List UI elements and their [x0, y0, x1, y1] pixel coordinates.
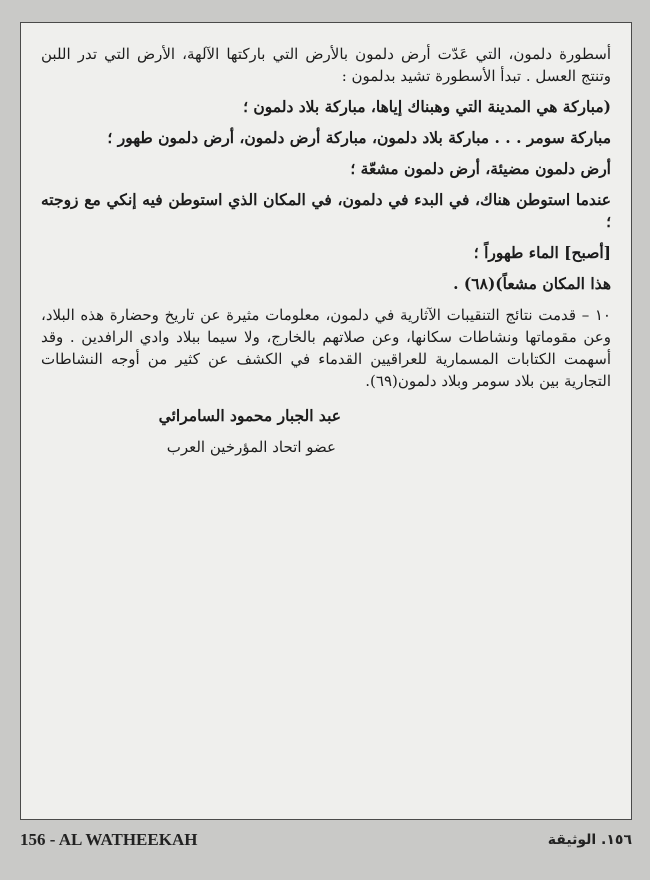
paragraph-section-10: ١٠ – قدمت نتائج التنقيبات الآثارية في دلمون، معلومات مثيرة عن تاريخ وحضارة هذه البلاد، وعن مقوماتها ونشاطات سكانها، وعن صلاتهم بالخارج، ولا سيما ببلاد وادي الرافدين . وقد أسهمت الكتابات المسمارية للعراقيين القدماء في الكشف عن كثير من أوجه النشاطات التجارية بين بلاد سومر وبلاد دلمون(٦٩).: [41, 306, 611, 390]
quote-line-2: مباركة سومر . . . مباركة بلاد دلمون، مباركة أرض دلمون، أرض دلمون طهور ؛: [107, 128, 611, 147]
quote-line-6: هذا المكان مشعاً)(٦٨) .: [453, 274, 611, 293]
quote-line-4: عندما استوطن هناك، في البدء في دلمون، في المكان الذي استوطن فيه إنكي مع زوجته ؛: [41, 190, 611, 231]
quote-line-1: (مباركة هي المدينة التي وهبناك إياها، مباركة بلاد دلمون ؛: [243, 97, 611, 116]
quote-line-5: [أصبح] الماء طهوراً ؛: [473, 243, 611, 262]
quote-line-3: أرض دلمون مضيئة، أرض دلمون مشعّة ؛: [350, 159, 611, 178]
page-footer: [20, 826, 632, 854]
article-body: [41, 43, 611, 458]
footer-page-arabic: ١٥٦. الوثيقة: [547, 832, 632, 848]
author-affiliation: عضو اتحاد المؤرخين العرب: [166, 438, 336, 456]
page-frame: [20, 22, 632, 820]
footer-page-english: 156 - AL WATHEEKAH: [20, 830, 198, 849]
paragraph-intro: أسطورة دلمون، التي عَدّت أرض دلمون بالأرض التي باركتها الآلهة، الأرض التي تدر اللبن وتنتج العسل . تبدأ الأسطورة تشيد بدلمون :: [41, 45, 611, 85]
author-name: عبد الجبار محمود السامرائي: [158, 406, 341, 425]
